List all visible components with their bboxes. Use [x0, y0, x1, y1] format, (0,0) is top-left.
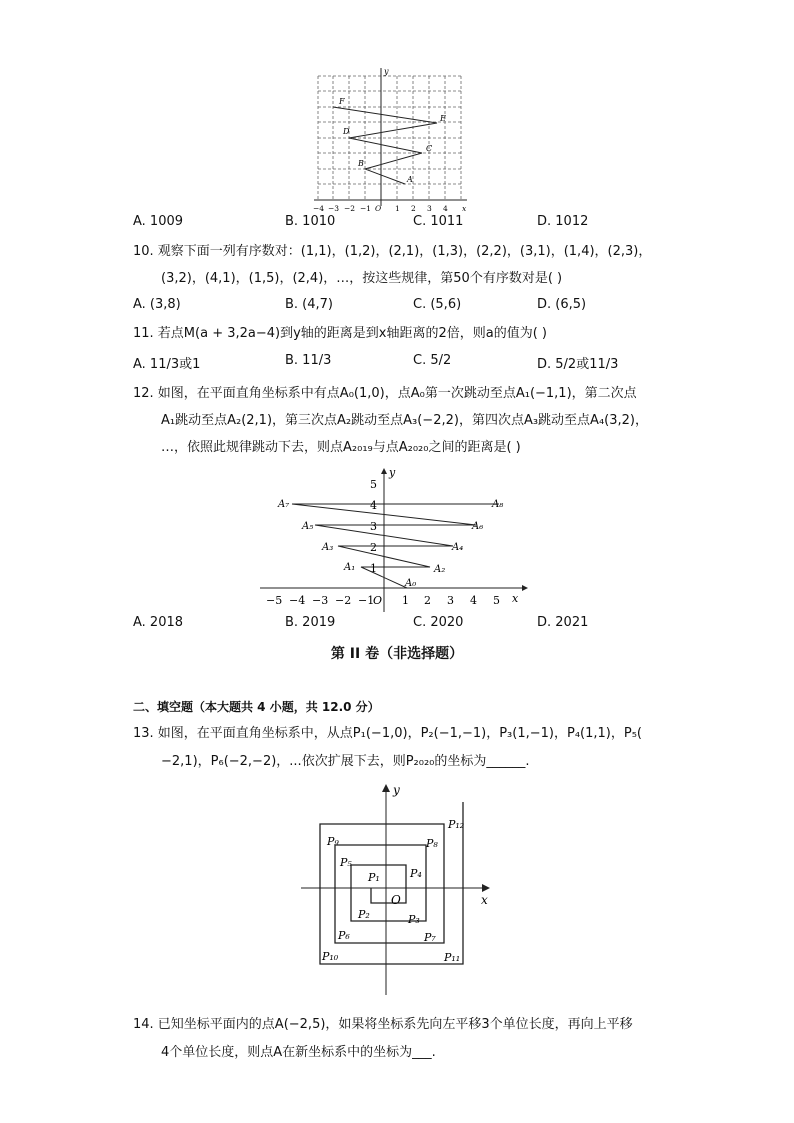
q11-option-d[interactable]: D. 5/2或11/3 — [537, 357, 619, 372]
q12-option-d[interactable]: D. 2021 — [537, 615, 589, 630]
fig12-x-axis-label: x — [512, 592, 519, 605]
fig12-y-tick: 2 — [370, 541, 377, 554]
fig12-x-tick: 4 — [470, 594, 477, 607]
q10-option-a[interactable]: A. (3,8) — [133, 297, 181, 312]
q9-options — [133, 214, 733, 234]
fig13-y-axis-label: y — [393, 783, 400, 797]
fig13-point-label: P₁₂ — [448, 818, 465, 831]
figure-q12 — [260, 466, 530, 616]
q12-options — [133, 615, 733, 635]
fig9-point-label: C — [426, 144, 433, 153]
q12-line-1: 12. 如图，在平面直角坐标系中有点A₀(1,0)，点A₀第一次跳动至点A₁(−1,1)，第二次点 — [133, 386, 637, 401]
q12-option-a[interactable]: A. 2018 — [133, 615, 184, 630]
q9-option-a[interactable]: A. 1009 — [133, 214, 184, 229]
fig13-point-label: P₃ — [408, 913, 420, 926]
fig12-y-tick: 1 — [370, 562, 377, 575]
fig9-point-label: A — [407, 175, 413, 184]
fig12-y-tick: 5 — [370, 478, 377, 491]
fig12-y-tick: 3 — [370, 520, 377, 533]
fig9-point-label: D — [343, 127, 350, 136]
fig13-point-label: P₈ — [426, 837, 438, 850]
fig12-point-label: A₄ — [452, 542, 464, 553]
fig13-point-label: P₉ — [327, 835, 339, 848]
q13-line-1: 13. 如图，在平面直角坐标系中，从点P₁(−1,0)，P₂(−1,−1)，P₃(1,−1)，P₄(1,1)，P₅( — [133, 726, 642, 741]
q11-option-c[interactable]: C. 5/2 — [413, 353, 452, 368]
fig9-x-tick: −3 — [328, 204, 340, 213]
fig13-point-label: P₆ — [338, 929, 350, 942]
fig12-point-label: A₅ — [302, 521, 314, 532]
fig13-point-label: P₅ — [340, 856, 352, 869]
fig9-x-tick: O — [375, 204, 382, 213]
q14-line-2: 4个单位长度，则点A在新坐标系中的坐标为___. — [161, 1045, 436, 1060]
fig12-x-tick: O — [373, 594, 383, 607]
section-title: 第 II 卷（非选择题） — [330, 646, 464, 662]
q12-option-c[interactable]: C. 2020 — [413, 615, 464, 630]
fig9-x-tick: −2 — [344, 204, 356, 213]
q9-option-d[interactable]: D. 1012 — [537, 214, 589, 229]
fig12-x-tick: 5 — [493, 594, 500, 607]
q10-option-d[interactable]: D. (6,5) — [537, 297, 587, 312]
fig12-y-axis-label: y — [389, 466, 396, 479]
q12-option-b[interactable]: B. 2019 — [285, 615, 336, 630]
figure-q9 — [312, 66, 472, 214]
q10-line-2: (3,2)，(4,1)，(1,5)，(2,4)，…，按这些规律，第50个有序数对是( ) — [161, 271, 563, 286]
fig9-x-tick: 1 — [395, 204, 400, 213]
fig9-x-tick: −1 — [360, 204, 372, 213]
fig12-point-label: A₀ — [405, 578, 417, 589]
fig13-point-label: P₇ — [424, 931, 436, 944]
fig12-x-tick: −4 — [289, 594, 306, 607]
q11-line-1: 11. 若点M(a + 3,2a−4)到y轴的距离是到x轴距离的2倍，则a的值为( ) — [133, 326, 547, 341]
fig9-x-tick: 2 — [411, 204, 416, 213]
q9-option-b[interactable]: B. 1010 — [285, 214, 336, 229]
fig13-x-axis-label: x — [481, 893, 488, 907]
q11-option-b[interactable]: B. 11/3 — [285, 353, 332, 368]
fig12-x-tick: −3 — [312, 594, 329, 607]
fig13-point-label: P₁₀ — [322, 950, 339, 963]
fig12-x-tick: −5 — [266, 594, 283, 607]
fig9-point-label: F — [339, 97, 345, 106]
fig12-x-tick: 2 — [424, 594, 431, 607]
fig12-x-tick: −1 — [358, 594, 375, 607]
fig12-point-label: A₂ — [434, 564, 446, 575]
fig13-point-label: P₄ — [410, 867, 422, 880]
fig9-x-tick: 3 — [427, 204, 432, 213]
q10-option-c[interactable]: C. (5,6) — [413, 297, 462, 312]
figure-q13 — [298, 780, 498, 1000]
part2-heading: 二、填空题（本大题共 4 小题，共 12.0 分） — [133, 700, 380, 714]
fig12-point-label: A₇ — [278, 499, 290, 510]
fig12-x-tick: −2 — [335, 594, 352, 607]
fig9-point-label: E — [440, 114, 446, 123]
q13-line-2: −2,1)，P₆(−2,−2)，...依次扩展下去，则P₂₀₂₀的坐标为______. — [161, 754, 530, 769]
q10-options — [133, 297, 733, 317]
fig12-x-tick: 3 — [447, 594, 454, 607]
fig12-point-label: A₆ — [472, 521, 484, 532]
fig13-point-label: P₂ — [358, 908, 370, 921]
fig12-point-label: A₈ — [492, 499, 504, 510]
fig13-origin-label: O — [391, 893, 401, 907]
fig12-point-label: A₁ — [344, 562, 356, 573]
q14-line-1: 14. 已知坐标平面内的点A(−2,5)，如果将坐标系先向左平移3个单位长度，再向上平移 — [133, 1017, 633, 1032]
fig13-point-label: P₁₁ — [444, 951, 461, 964]
fig12-y-tick: 4 — [370, 499, 377, 512]
q11-option-a[interactable]: A. 11/3或1 — [133, 357, 201, 372]
q10-option-b[interactable]: B. (4,7) — [285, 297, 334, 312]
fig12-point-label: A₃ — [322, 542, 334, 553]
fig12-x-tick: 1 — [402, 594, 409, 607]
fig9-y-axis-label: y — [384, 67, 389, 76]
fig9-point-label: B — [358, 159, 364, 168]
fig9-x-tick: −4 — [313, 204, 325, 213]
fig9-x-tick: x — [462, 204, 467, 213]
q12-line-2: A₁跳动至点A₂(2,1)，第三次点A₂跳动至点A₃(−2,2)，第四次点A₃跳动至点A₄(3,2)， — [161, 413, 648, 428]
q9-option-c[interactable]: C. 1011 — [413, 214, 464, 229]
fig13-point-label: P₁ — [368, 871, 380, 884]
q10-line-1: 10. 观察下面一列有序数对：(1,1)，(1,2)，(2,1)，(1,3)，(2,2)，(3,1)，(1,4)，(2,3)， — [133, 244, 652, 259]
fig9-x-tick: 4 — [443, 204, 448, 213]
q12-line-3: …，依照此规律跳动下去，则点A₂₀₁₉与点A₂₀₂₀之间的距离是( ) — [161, 440, 521, 455]
q11-options — [133, 353, 733, 373]
